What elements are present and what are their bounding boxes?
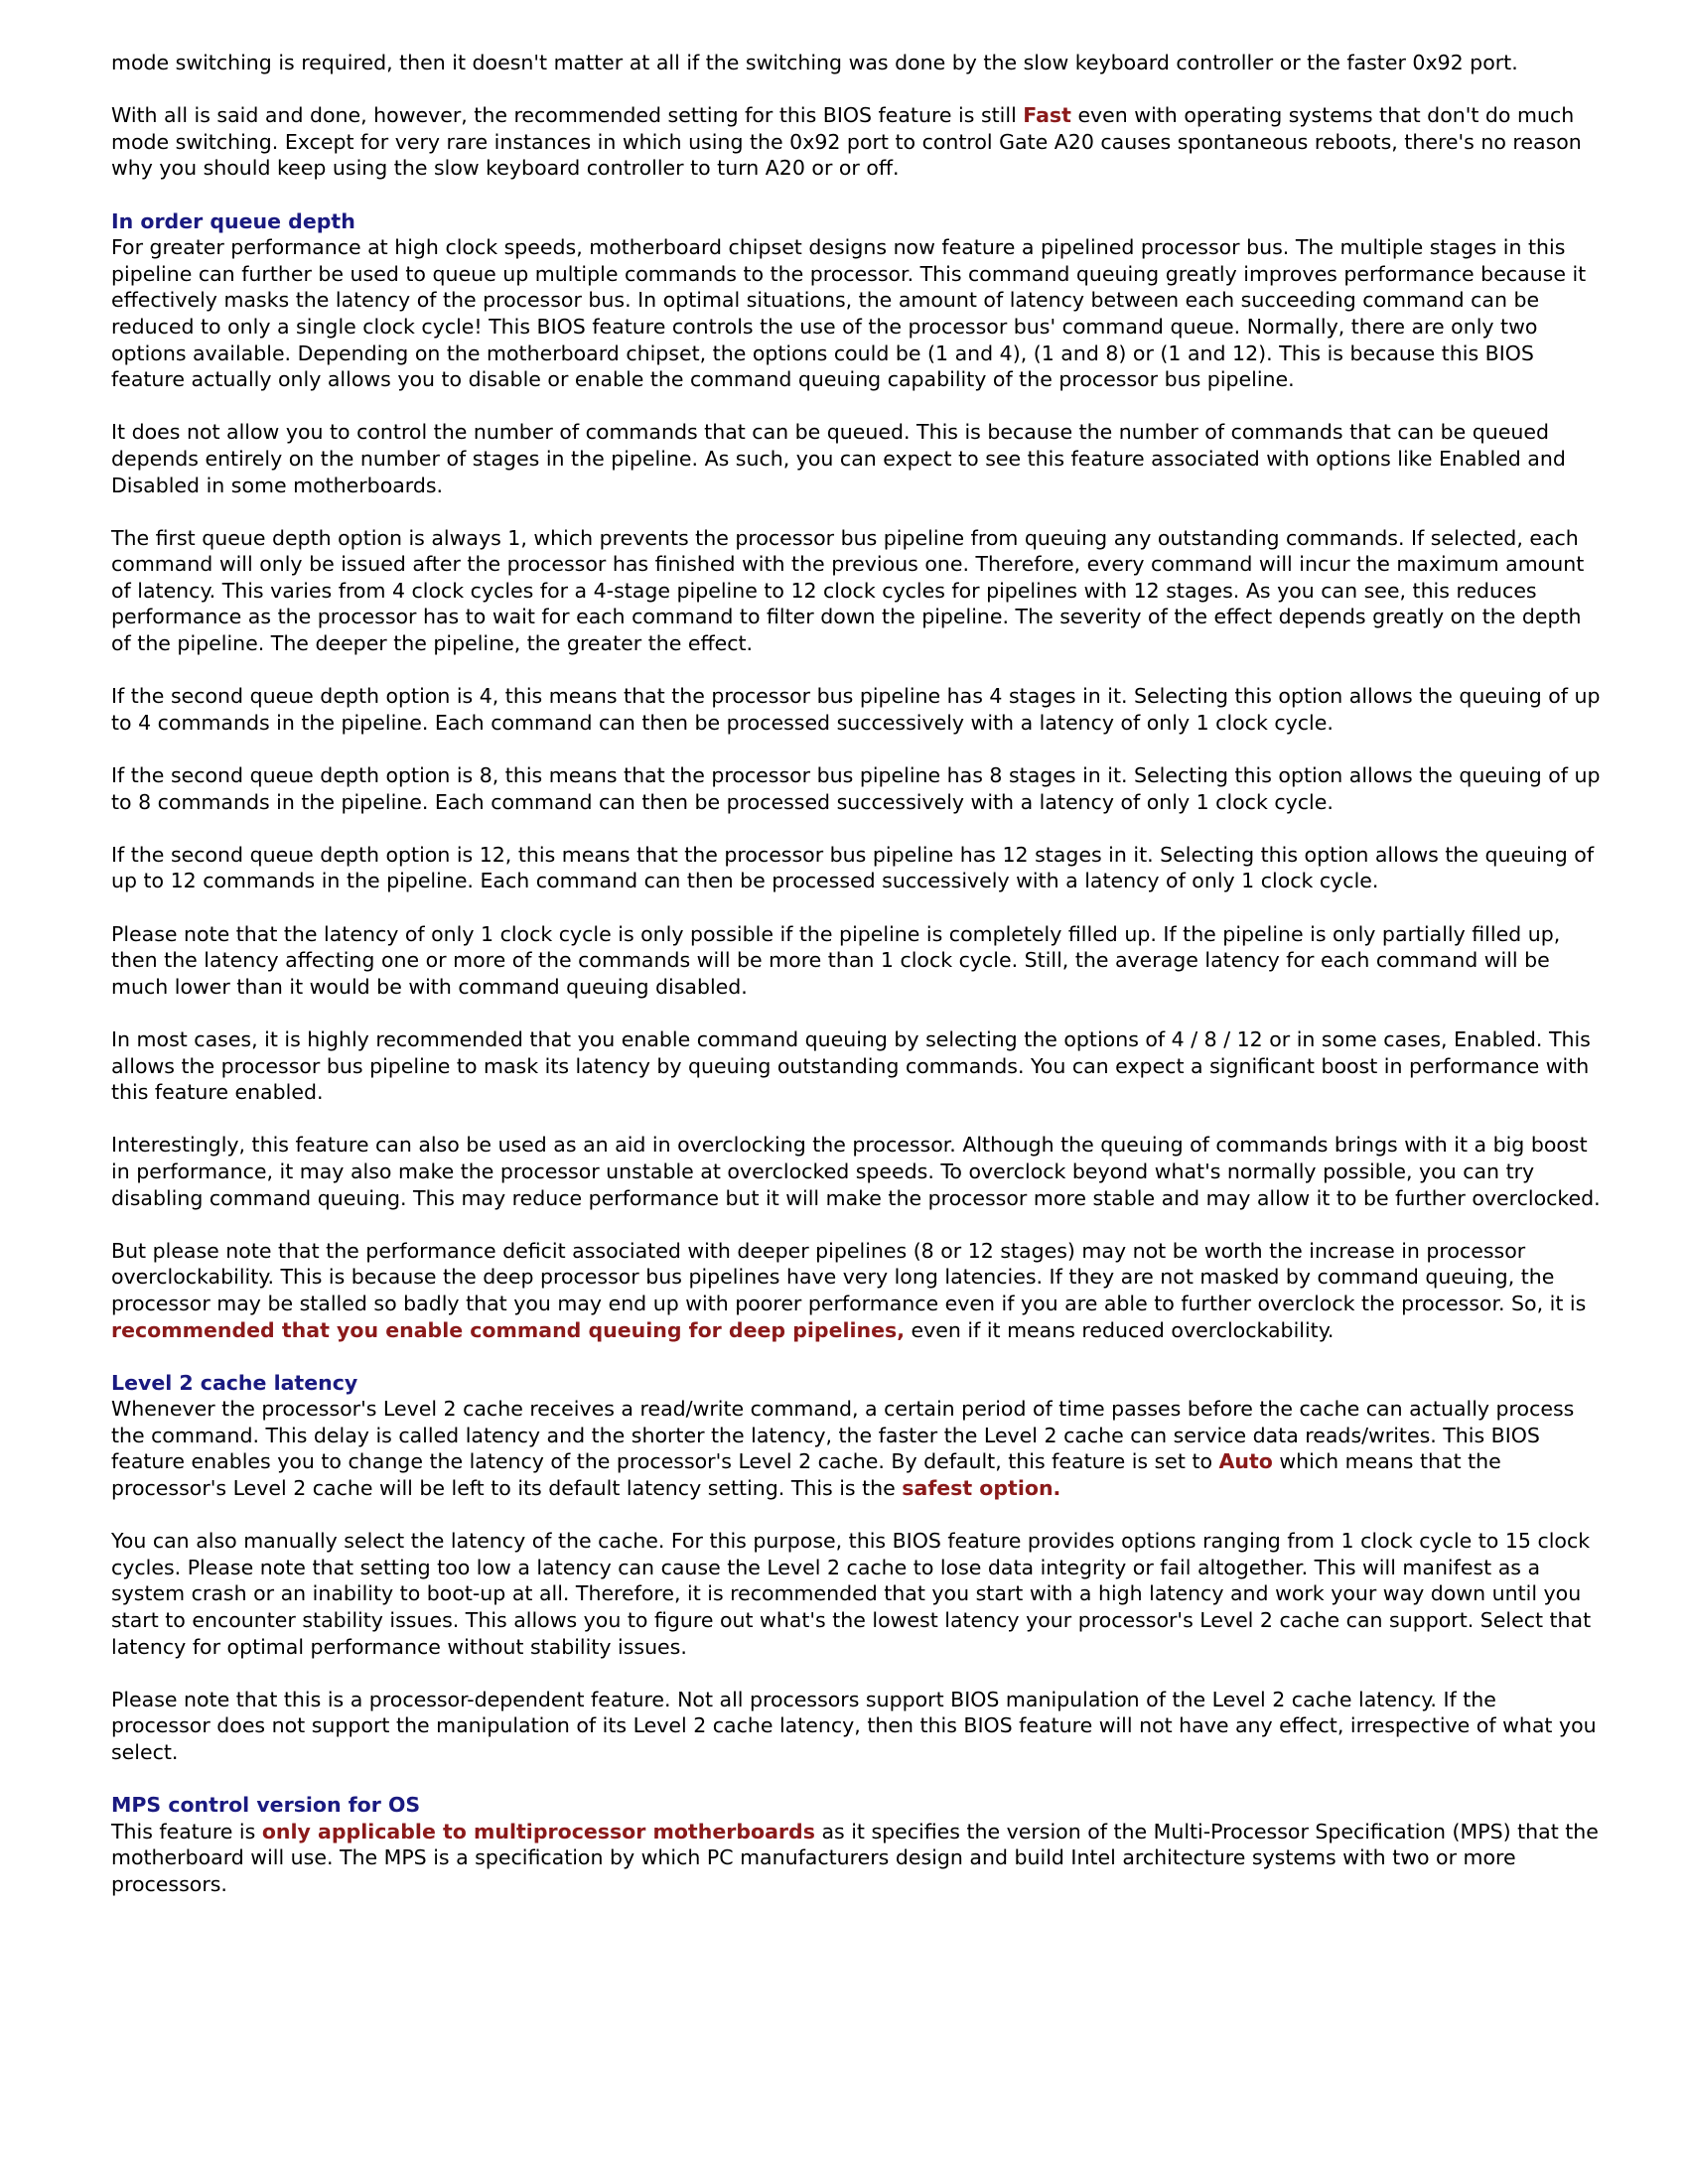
document-page (111, 50, 1601, 1924)
paragraph: Please note that the latency of only 1 clock cycle is only possible if the pipeline is completely filled up. If the pipeline is only partially filled up, then the latency affecting one or more of the commands will be more than 1 clock cycle. Still, the average latency for each command will be much lower than it would be with command queuing disabled. (111, 921, 1561, 999)
paragraph: You can also manually select the latency of the cache. For this purpose, this BIOS feature provides options ranging from 1 clock cycle to 15 clock cycles. Please note that setting too low a latency can cause the Level 2 cache to lose data integrity or fail altogether. This will manifest as a system crash or an inability to boot-up at all. Therefore, it is recommended that you start with a high latency and work your way down until you start to encounter stability issues. This allows you to figure out what's the lowest latency your processor's Level 2 cache can support. Select that latency for optimal performance without stability issues. (111, 1529, 1592, 1659)
paragraph: mode switching is required, then it doesn't matter at all if the switching was done by the slow keyboard controller or the faster 0x92 port. (111, 51, 1518, 74)
text: Whenever the processor's Level 2 cache receives a read/write command, a certain period of time passes before the cache can actually process the command. This delay is called latency and the shorter the latency, the faster the Level 2 cache can service data reads/writes. This BIOS feature enables you to change the latency of the processor's Level 2 cache. By default, this feature is set to (111, 1397, 1575, 1474)
text: even with operating systems that don't do much mode switching. Except for very rare instances in which using the 0x92 port to control Gate A20 causes spontaneous reboots, there's no reason why you should keep using the slow keyboard controller to turn A20 or or off. (111, 103, 1582, 181)
section-heading: Level 2 cache latency (111, 1370, 358, 1395)
text: This feature is (111, 1819, 262, 1843)
paragraph: It does not allow you to control the number of commands that can be queued. This is because the number of commands that can be queued depends entirely on the number of stages in the pipeline. As such, you can expect to see this feature associated with options like Enabled and Disabled in some motherboards. (111, 420, 1566, 497)
section-mps-control-version (111, 1792, 1601, 1897)
highlight-text: Auto (1218, 1449, 1273, 1474)
text: But please note that the performance deficit associated with deeper pipelines (8 or 12 stages) may not be worth the increase in processor overclockability. This is because the deep processor bus pipelines have very long latencies. If they are not masked by command queuing, the processor may be stalled so badly that you may end up with poorer performance even if you are able to further overclock the processor. So, it is (111, 1238, 1587, 1315)
paragraph: In most cases, it is highly recommended that you enable command queuing by selecting the options of 4 / 8 / 12 or in some cases, Enabled. This allows the processor bus pipeline to mask its latency by queuing outstanding commands. You can expect a significant boost in performance with this feature enabled. (111, 1026, 1591, 1105)
highlight-text: recommended that you enable command queuing for deep pipelines, (111, 1317, 906, 1342)
text: For greater performance at high clock speeds, motherboard chipset designs now feature a pipelined processor bus. The multiple stages in this pipeline can further be used to queue up multiple commands to the processor. This command queuing greatly improves performance because it effectively masks the latency of the processor bus. In optimal situations, the amount of latency between each succeeding command can be reduced to only a single clock cycle! This BIOS feature controls the use of the processor bus' command queue. Normally, there are only two options available. Depending on the motherboard chipset, the options could be (1 and 4), (1 and 8) or (1 and 12). This is because this BIOS feature actually only allows you to disable or enable the command queuing capability of the processor bus pipeline. (111, 235, 1587, 392)
paragraph: Please note that this is a processor-dependent feature. Not all processors support BIOS manipulation of the Level 2 cache latency. If the processor does not support the manipulation of its Level 2 cache latency, then this BIOS feature will not have any effect, irrespective of what you select. (111, 1687, 1597, 1764)
section-heading: In order queue depth (111, 208, 355, 233)
text: even if it means reduced overclockability. (905, 1317, 1335, 1342)
paragraph: If the second queue depth option is 8, this means that the processor bus pipeline has 8 stages in it. Selecting this option allows the queuing of up to 8 commands in the pipeline. Each command can then be processed successively with a latency of only 1 clock cycle. (111, 763, 1601, 814)
paragraph (111, 102, 1601, 182)
highlight-text: Fast (1023, 103, 1071, 128)
text: With all is said and done, however, the recommended setting for this BIOS feature is still (111, 103, 1024, 128)
highlight-text: only applicable to multiprocessor motherboards (261, 1819, 815, 1843)
paragraph: If the second queue depth option is 4, this means that the processor bus pipeline has 4 stages in it. Selecting this option allows the queuing of up to 4 commands in the pipeline. Each command can then be processed successively with a latency of only 1 clock cycle. (111, 684, 1601, 735)
paragraph: The first queue depth option is always 1, which prevents the processor bus pipeline from queuing any outstanding commands. If selected, each command will only be issued after the processor has finished with the previous one. Therefore, every command will incur the maximum amount of latency. This varies from 4 clock cycles for a 4-stage pipeline to 12 clock cycles for pipelines with 12 stages. As you can see, this reduces performance as the processor has to wait for each command to filter down the pipeline. The severity of the effect depends greatly on the depth of the pipeline. The deeper the pipeline, the greater the effect. (111, 525, 1585, 656)
paragraph: Interestingly, this feature can also be used as an aid in overclocking the processor. Although the queuing of commands brings with it a big boost in performance, it may also make the processor unstable at overclocked speeds. To overclock beyond what's normally possible, you can try disabling command queuing. This may reduce performance but it will make the processor more stable and may allow it to be further overclocked. (111, 1133, 1601, 1210)
section-in-order-queue-depth (111, 208, 1601, 393)
highlight-text: safest option. (902, 1476, 1061, 1501)
text: as it specifies the version of the Multi-Processor Specification (MPS) that the motherboard will use. The MPS is a specification by which PC manufacturers design and build Intel architecture systems with two or more processors. (111, 1819, 1599, 1896)
text: which means that the processor's Level 2 cache will be left to its default latency setting. This is the (111, 1449, 1501, 1501)
section-level-2-cache-latency (111, 1370, 1601, 1502)
paragraph: If the second queue depth option is 12, this means that the processor bus pipeline has 12 stages in it. Selecting this option allows the queuing of up to 12 commands in the pipeline. Each command can then be processed successively with a latency of only 1 clock cycle. (111, 842, 1595, 893)
section-heading: MPS control version for OS (111, 1793, 421, 1818)
paragraph (111, 1238, 1601, 1343)
